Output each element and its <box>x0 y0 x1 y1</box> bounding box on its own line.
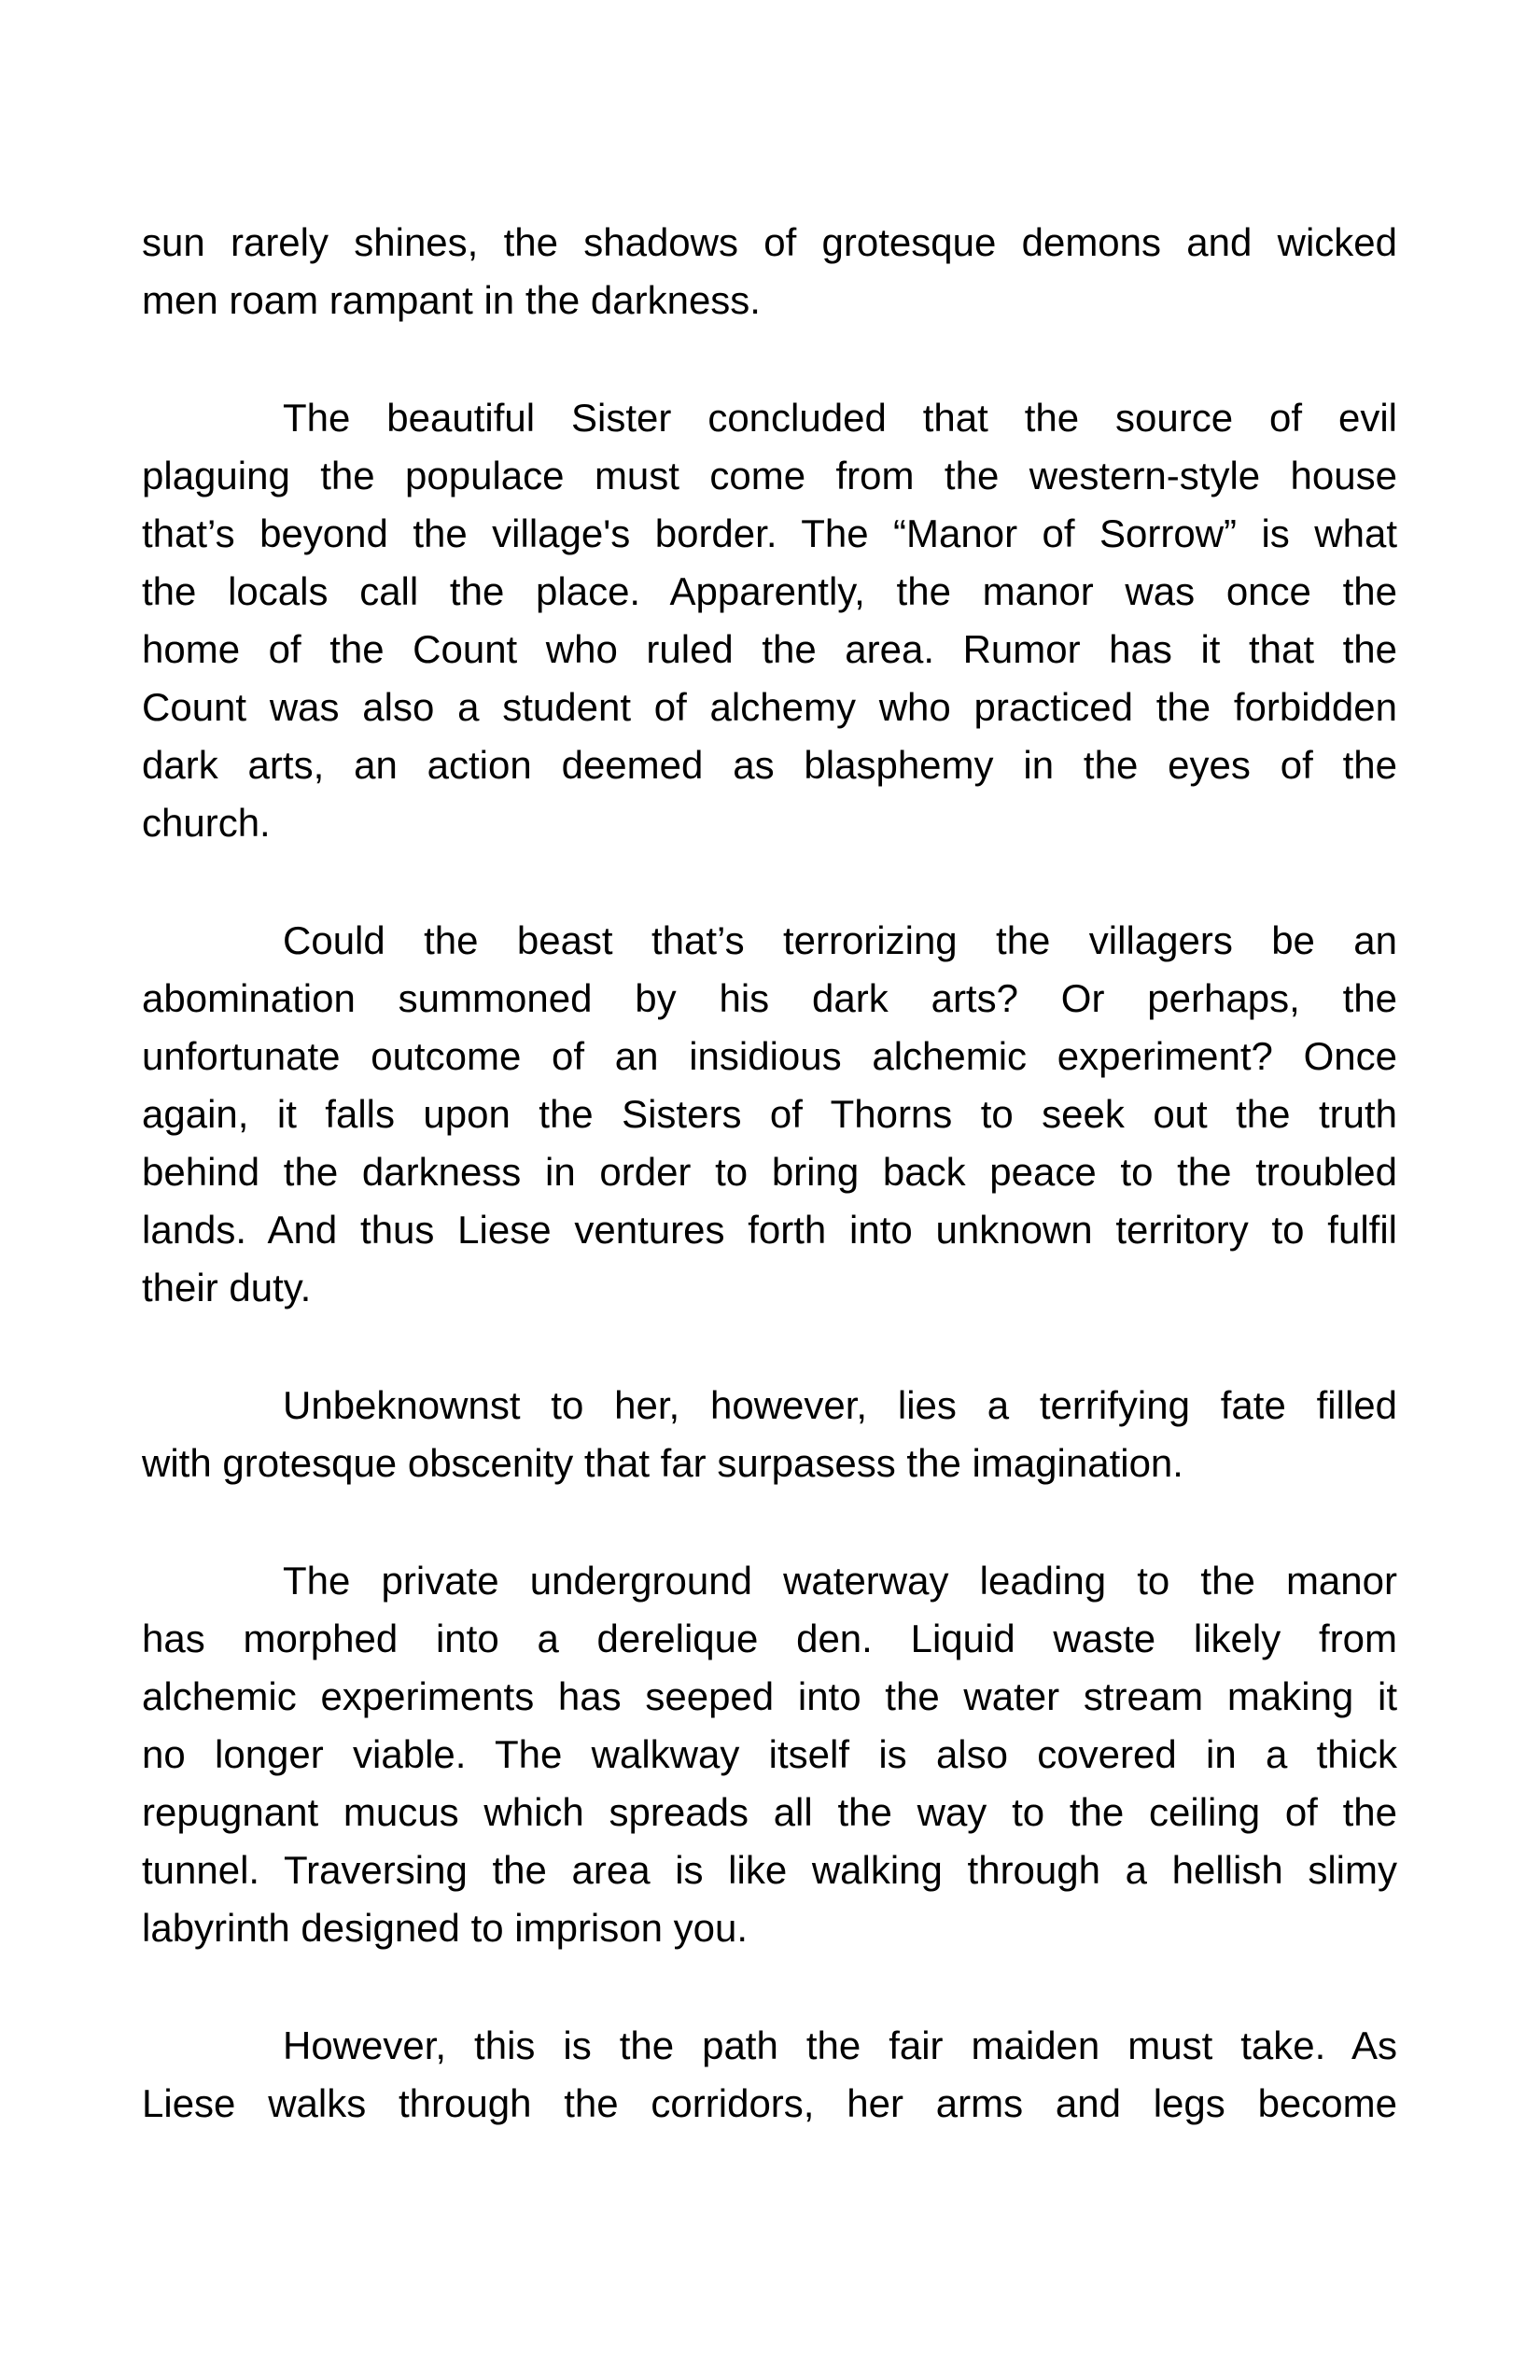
text-line: tunnel. Traversing the area is like walking through a hellish slimy <box>142 1848 1397 1892</box>
text-line: sun rarely shines, the shadows of grotesque demons and wicked <box>142 220 1397 264</box>
text-line: plaguing the populace must come from the western-style house <box>142 454 1397 497</box>
text-line: church. <box>142 801 271 845</box>
text-line: repugnant mucus which spreads all the way to the ceiling of the <box>142 1790 1397 1834</box>
text-line: Could the beast that’s terrorizing the villagers be an <box>283 918 1397 962</box>
text-line: men roam rampant in the darkness. <box>142 278 761 322</box>
text-line: alchemic experiments has seeped into the water stream making it <box>142 1674 1397 1718</box>
text-line: dark arts, an action deemed as blasphemy in the eyes of the <box>142 743 1397 787</box>
text-line: The private underground waterway leading to the manor <box>283 1559 1397 1603</box>
text-line: the locals call the place. Apparently, the manor was once the <box>142 569 1397 613</box>
text-line: that’s beyond the village's border. The “Manor of Sorrow” is what <box>142 511 1397 555</box>
text-line: no longer viable. The walkway itself is also covered in a thick <box>142 1732 1397 1776</box>
paragraph <box>142 214 1397 329</box>
text-line: The beautiful Sister concluded that the source of evil <box>283 396 1397 440</box>
text-line: Unbeknownst to her, however, lies a terrifying fate filled <box>283 1383 1397 1427</box>
text-line: Liese walks through the corridors, her arms and legs become <box>142 2081 1397 2125</box>
text-line: Count was also a student of alchemy who practiced the forbidden <box>142 685 1397 729</box>
text-line: However, this is the path the fair maiden must take. As <box>283 2023 1397 2067</box>
paragraph <box>142 1552 1397 1957</box>
paragraph <box>142 2017 1397 2133</box>
text-line: behind the darkness in order to bring back peace to the troubled <box>142 1150 1397 1194</box>
document-body <box>142 214 1397 2133</box>
paragraph <box>142 1377 1397 1492</box>
text-line: labyrinth designed to imprison you. <box>142 1906 749 1950</box>
paragraph <box>142 912 1397 1317</box>
text-line: has morphed into a derelique den. Liquid waste likely from <box>142 1617 1397 1660</box>
paragraph <box>142 389 1397 852</box>
text-line: home of the Count who ruled the area. Rumor has it that the <box>142 627 1397 671</box>
text-line: again, it falls upon the Sisters of Thorns to seek out the truth <box>142 1092 1397 1136</box>
text-line: unfortunate outcome of an insidious alchemic experiment? Once <box>142 1034 1397 1078</box>
text-line: their duty. <box>142 1266 312 1309</box>
text-line: lands. And thus Liese ventures forth into unknown territory to fulfil <box>142 1208 1397 1252</box>
text-line: with grotesque obscenity that far surpasess the imagination. <box>142 1441 1183 1485</box>
text-line: abomination summoned by his dark arts? Or perhaps, the <box>142 976 1397 1020</box>
